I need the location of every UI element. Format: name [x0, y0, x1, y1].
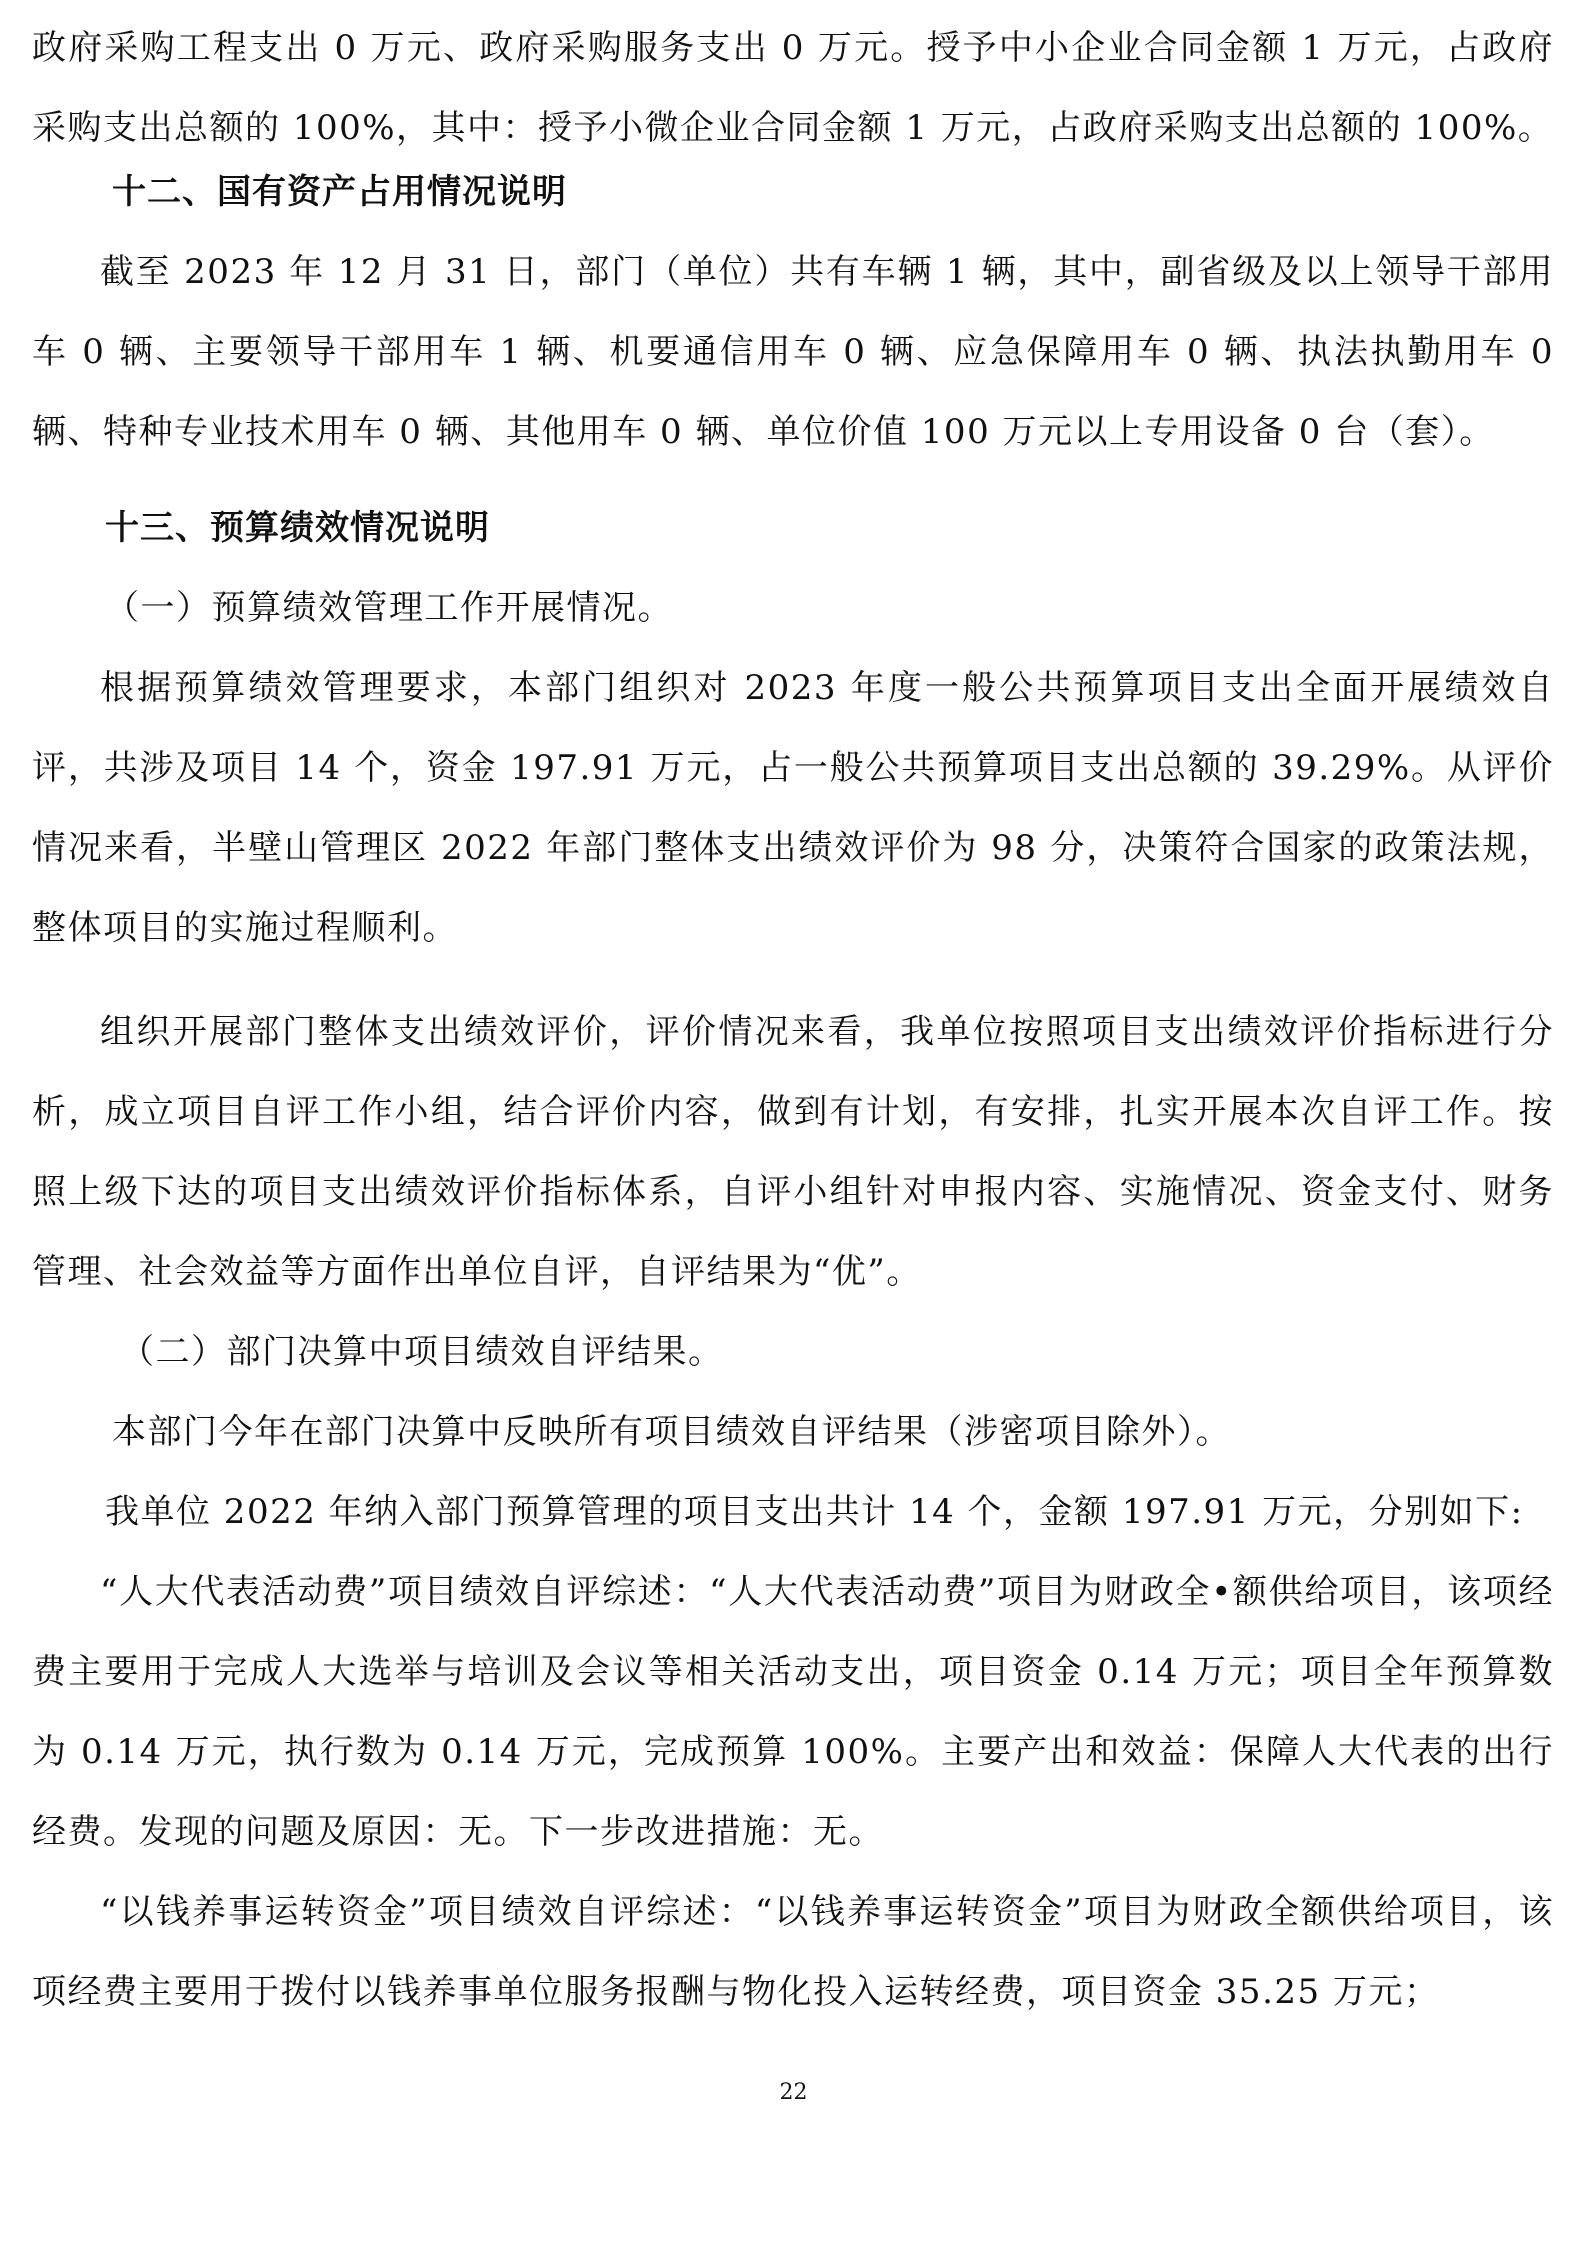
paragraph-vehicles: 截至 2023 年 12 月 31 日，部门（单位）共有车辆 1 辆，其中，副省级及以上领导干部用车 0 辆、主要领导干部用车 1 辆、机要通信用车 0 辆、应急保障用车 0 辆、执法执勤用车 0 辆、特种专业技术用车 0 辆、其他用车 0 辆、单位价值 100 万元以上专用设备 0 台（套）。 — [32, 252, 1554, 452]
paragraph-results-statement: 本部门今年在部门决算中反映所有项目绩效自评结果（涉密项目除外）。 — [112, 1412, 1231, 1452]
paragraph-gov-procurement: 政府采购工程支出 0 万元、政府采购服务支出 0 万元。授予中小企业合同金额 1 万元，占政府采购支出总额的 100%，其中：授予小微企业合同金额 1 万元，占政府采购支出总额的 100%。 — [32, 28, 1554, 148]
heading-performance: 十三、预算绩效情况说明 — [105, 508, 490, 548]
paragraph-operating-funds: “以钱养事运转资金”项目绩效自评综述：“以钱养事运转资金”项目为财政全额供给项目，该项经费主要用于拨付以钱养事单位服务报酬与物化投入运转经费，项目资金 35.25 万元； — [32, 1892, 1554, 2012]
paragraph-project-count: 我单位 2022 年纳入部门预算管理的项目支出共计 14 个，金额 197.91 万元，分别如下: — [105, 1492, 1524, 1532]
paragraph-self-evaluation: 根据预算绩效管理要求，本部门组织对 2023 年度一般公共预算项目支出全面开展绩效自评，共涉及项目 14 个，资金 197.91 万元，占一般公共预算项目支出总额的 39.29%。从评价情况来看，半壁山管理区 2022 年部门整体支出绩效评价为 98 分，决策符合国家的政策法规，整体项目的实施过程顺利。 — [32, 668, 1554, 948]
page-number: 22 — [779, 2080, 808, 2105]
paragraph-npc-fee: “人大代表活动费”项目绩效自评综述：“人大代表活动费”项目为财政全•额供给项目，该项经费主要用于完成人大选举与培训及会议等相关活动支出，项目资金 0.14 万元；项目全年预算数为 0.14 万元，执行数为 0.14 万元，完成预算 100%。主要产出和效益：保障人大代表的出行经费。发现的问题及原因：无。下一步改进措施：无。 — [32, 1572, 1554, 1852]
heading-state-assets: 十二、国有资产占用情况说明 — [112, 172, 567, 212]
subheading-performance-management: （一）预算绩效管理工作开展情况。 — [105, 588, 673, 628]
paragraph-overall-evaluation: 组织开展部门整体支出绩效评价，评价情况来看，我单位按照项目支出绩效评价指标进行分析，成立项目自评工作小组，结合评价内容，做到有计划，有安排，扎实开展本次自评工作。按照上级下达的项目支出绩效评价指标体系，自评小组针对申报内容、实施情况、资金支付、财务管理、社会效益等方面作出单位自评，自评结果为“优”。 — [32, 1012, 1554, 1292]
subheading-project-results: （二）部门决算中项目绩效自评结果。 — [120, 1332, 724, 1372]
